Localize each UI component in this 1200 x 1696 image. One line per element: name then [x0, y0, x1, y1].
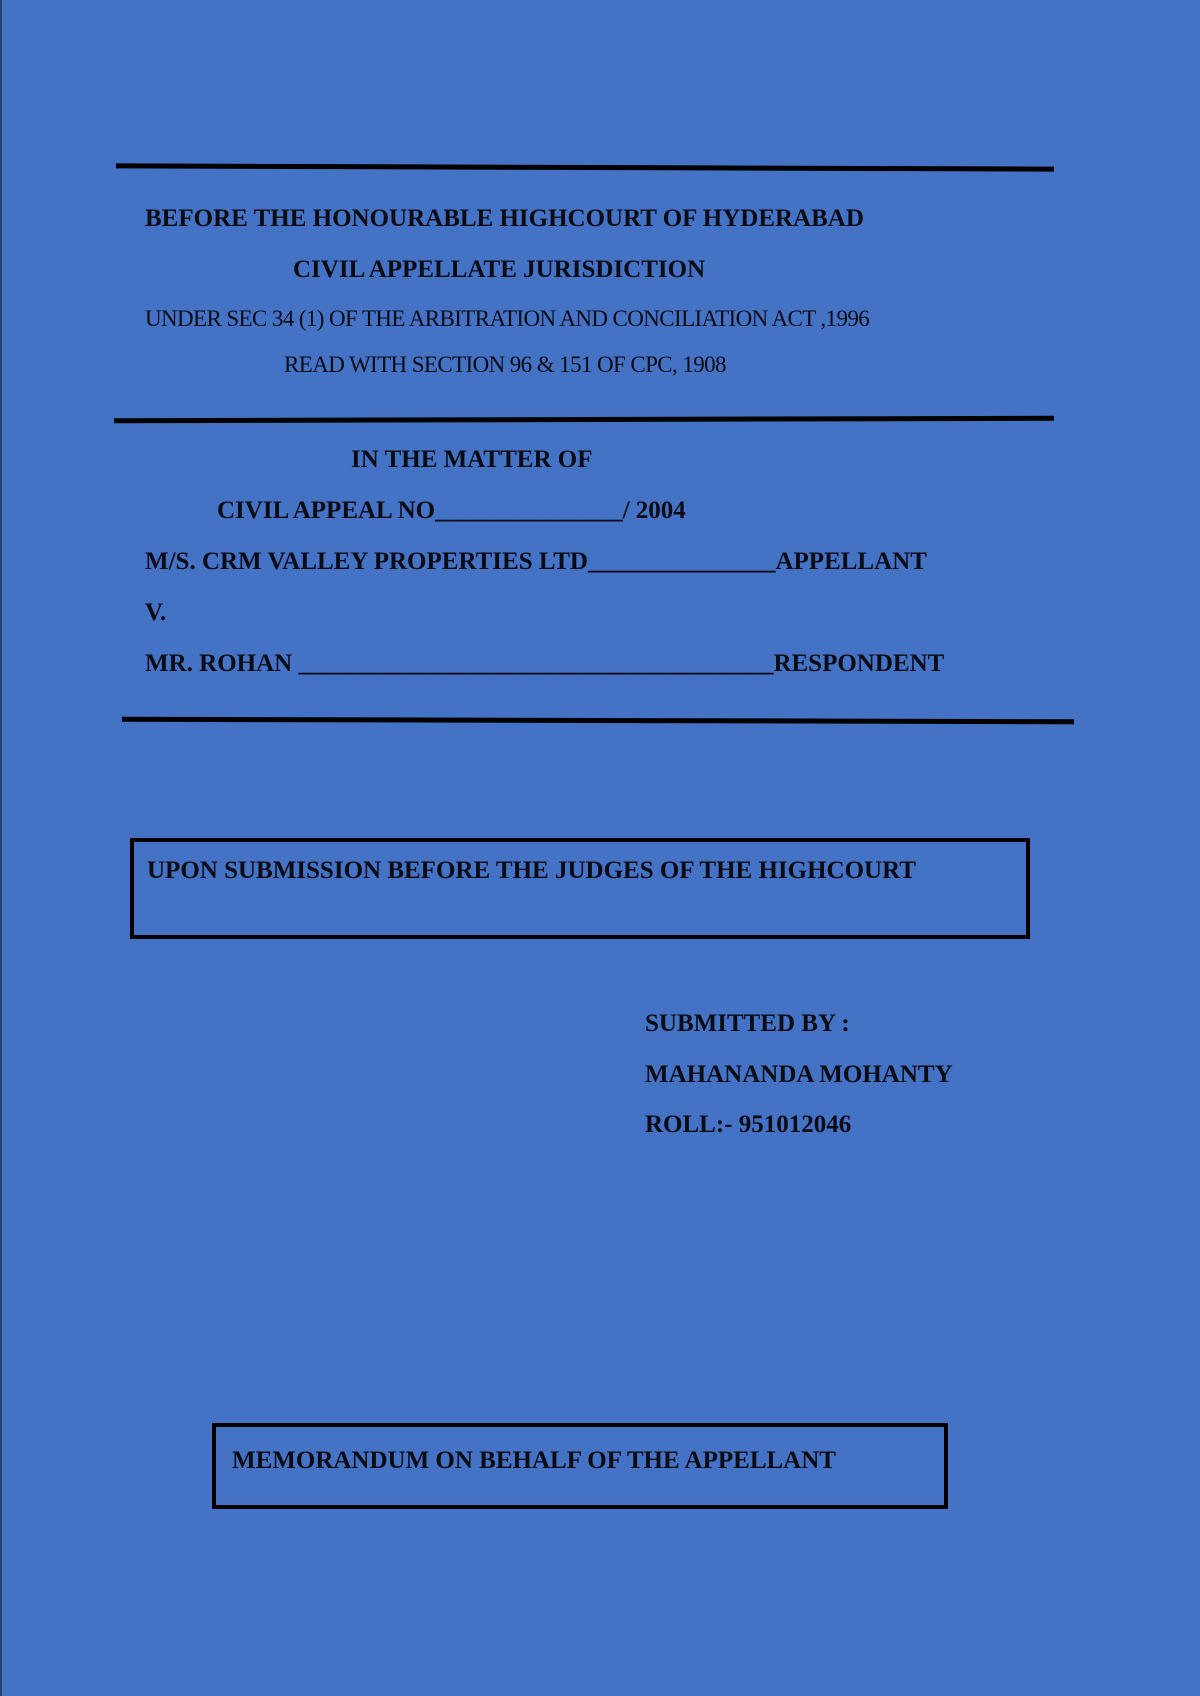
top-rule [116, 163, 1054, 171]
submitter-roll: ROLL:- 951012046 [645, 1111, 852, 1138]
statute-line: UNDER SEC 34 (1) OF THE ARBITRATION AND CONCILIATION ACT ,1996 [145, 306, 870, 331]
matter-heading: IN THE MATTER OF [351, 446, 593, 473]
page-left-edge [0, 0, 2, 1696]
appellant-line: M/S. CRM VALLEY PROPERTIES LTD_______________APPELLANT [145, 548, 927, 575]
respondent-line: MR. ROHAN ______________________________________RESPONDENT [145, 650, 945, 677]
court-title: BEFORE THE HONOURABLE HIGHCOURT OF HYDERABAD [145, 205, 864, 232]
submission-text: UPON SUBMISSION BEFORE THE JUDGES OF THE HIGHCOURT [147, 857, 916, 884]
matter-bottom-rule [122, 717, 1074, 724]
submitted-by-label: SUBMITTED BY : [645, 1010, 850, 1037]
read-with-line: READ WITH SECTION 96 & 151 OF CPC, 1908 [284, 352, 726, 377]
versus-label: V. [145, 599, 167, 626]
memorandum-box [212, 1423, 948, 1509]
appeal-number: CIVIL APPEAL NO_______________/ 2004 [217, 497, 686, 524]
header-bottom-rule [114, 416, 1054, 423]
memorandum-text: MEMORANDUM ON BEHALF OF THE APPELLANT [232, 1447, 836, 1474]
submission-box [130, 838, 1030, 939]
jurisdiction-title: CIVIL APPELLATE JURISDICTION [293, 256, 706, 283]
submitter-name: MAHANANDA MOHANTY [645, 1061, 953, 1088]
